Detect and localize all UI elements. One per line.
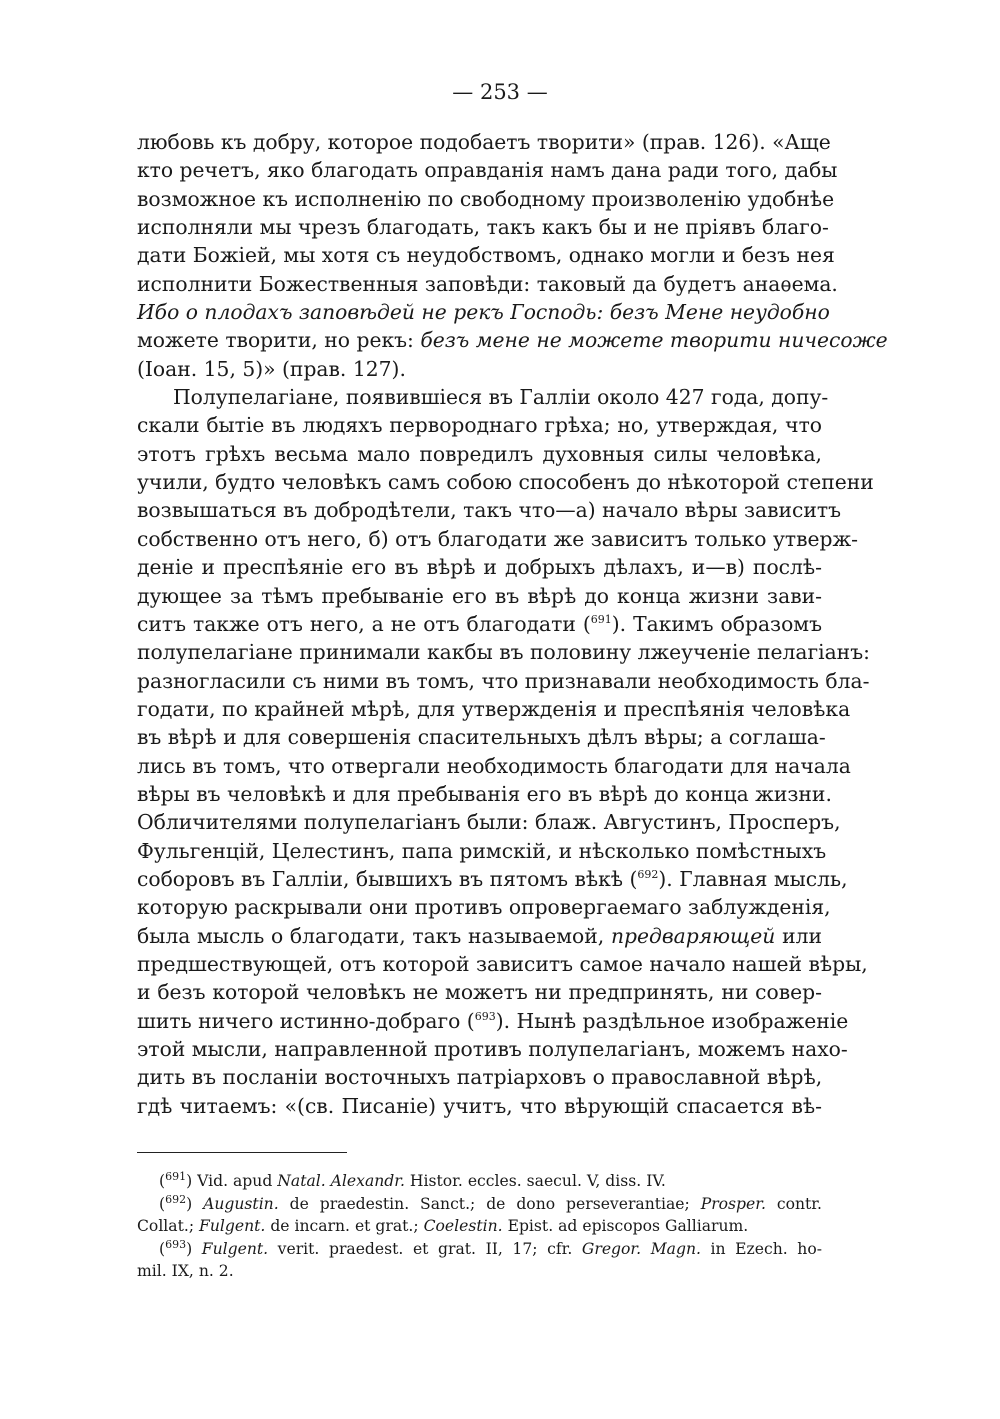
text-span: была мысль о благодати, такъ называемой, <box>137 923 611 948</box>
text-line <box>137 1007 849 1035</box>
text-line: и безъ которой человѣкъ не можетъ ни предпринять, ни совер- <box>137 980 822 1005</box>
text-span: Epist. ad episcopos Galliarum. <box>502 1217 749 1235</box>
text-line: дати Божіей, мы хотя съ неудобствомъ, однако могли и безъ нея <box>137 243 835 268</box>
text-span: Histor. eccles. saecul. V, diss. IV. <box>404 1172 666 1190</box>
text-line: исполнити Божественныя заповѣди: таковый да будетъ анаѳема. <box>137 271 838 296</box>
text-span: шить ничего истинно-добраго ( <box>137 1008 475 1033</box>
text-line: деніе и преспѣяніе его въ вѣрѣ и добрыхъ дѣлахъ, и—в) послѣ- <box>137 555 822 580</box>
italic-text: предваряющей <box>610 923 776 948</box>
text-line: годати, по крайней мѣрѣ, для утвержденія и преспѣянія человѣка <box>137 696 851 721</box>
footnote-number: 691 <box>165 1169 187 1183</box>
italic-text: Fulgent. <box>199 1217 266 1235</box>
text-line: кто речетъ, яко благодать оправданія намъ дана ради того, дабы <box>137 158 838 183</box>
text-span: ситъ также отъ него, а не отъ благодати ( <box>137 611 591 636</box>
footnote-691: ($^{691}$) Vid. apud Natal. Alexandr. Histor. eccles. saecul. V, diss. IV. <box>159 1169 666 1190</box>
text-line: возвышаться въ добродѣтели, такъ что—а) начало вѣры зависитъ <box>137 498 842 523</box>
text-span: de praedestin. Sanct.; de dono perseverantiae; <box>278 1194 701 1213</box>
footnote-ref[interactable]: 693 <box>474 1009 496 1023</box>
text-span: ) Vid. apud <box>186 1172 278 1190</box>
footnotes <box>137 1170 822 1283</box>
text-line: учили, будто человѣкъ самъ собою способенъ до нѣкоторой степени <box>137 470 874 495</box>
footnote-693: ($^{693}$) Fulgent. verit. praedest. et grat. II, 17; cfr. Gregor. Magn. in Ezech. ho- <box>159 1237 822 1258</box>
text-line <box>137 865 848 893</box>
text-span: verit. praedest. et grat. II, 17; cfr. <box>268 1239 582 1258</box>
italic-text: Ибо о плодахъ заповѣдей не рекъ Господь: безъ Мене неудобно <box>137 300 830 325</box>
text-line: вѣры въ человѣкѣ и для пребыванія его въ вѣрѣ до конца жизни. <box>137 781 832 806</box>
text-line: исполняли мы чрезъ благодать, такъ какъ бы и не пріявъ благо- <box>137 215 829 240</box>
text-span: de incarn. et grat.; <box>265 1217 424 1235</box>
text-line <box>137 610 822 638</box>
text-line: дующее за тѣмъ пребываніе его въ вѣрѣ до конца жизни зави- <box>137 583 822 608</box>
text-line <box>137 922 822 950</box>
text-line: Фульгенцій, Целестинъ, папа римскій, и нѣсколько помѣстныхъ <box>137 838 827 863</box>
text-span: ). Такимъ образомъ <box>611 611 822 636</box>
text-line: лись въ томъ, что отвергали необходимость благодати для начала <box>137 753 851 778</box>
italic-text: безъ мене не можете творити ничесоже <box>420 328 888 353</box>
text-line: предшествующей, отъ которой зависитъ самое начало нашей вѣры, <box>137 951 868 976</box>
italic-text: Augustin. <box>203 1194 279 1213</box>
text-line: возможное къ исполненію по свободному произволенію удобнѣе <box>137 186 835 211</box>
italic-text: Coelestin. <box>423 1217 503 1235</box>
footnote-number: 693 <box>165 1237 187 1251</box>
page-number: — 253 — <box>452 80 548 104</box>
text-span: Collat.; <box>137 1217 200 1235</box>
text-line <box>137 326 888 354</box>
body-text <box>137 128 888 1120</box>
footnote-number: 692 <box>165 1192 187 1206</box>
text-line: которую раскрывали они противъ опровергаемаго заблужденія, <box>137 895 831 920</box>
text-line: дить въ посланіи восточныхъ патріарховъ о православной вѣрѣ, <box>137 1065 823 1090</box>
italic-text: Gregor. Magn. <box>581 1239 701 1258</box>
italic-text: Fulgent. <box>201 1239 269 1258</box>
text-line: гдѣ читаемъ: «(св. Писаніе) учитъ, что вѣрующій спасается вѣ- <box>137 1093 822 1118</box>
text-span: можете творити, но рекъ: <box>137 328 421 353</box>
text-line: полупелагіане принимали какбы въ половину лжеученіе пелагіанъ: <box>137 640 870 665</box>
text-line: любовь къ добру, которое подобаетъ творити» (прав. 126). «Аще <box>137 130 831 154</box>
text-line: скали бытіе въ людяхъ первороднаго грѣха; но, утверждая, что <box>137 413 822 438</box>
text-span: соборовъ въ Галліи, бывшихъ въ пятомъ вѣкѣ ( <box>137 866 638 891</box>
footnote-692: ($^{692}$) Augustin. de praedestin. Sanct.; de dono perseverantiae; Prosper. contr. <box>159 1192 822 1213</box>
footnote-ref[interactable]: 691 <box>590 613 612 627</box>
text-line: въ вѣрѣ и для совершенія спасительныхъ дѣлъ вѣры; а соглаша- <box>137 725 826 750</box>
text-line: Полупелагіане, появившіеся въ Галліи около 427 года, допу- <box>173 385 829 410</box>
text-span: или <box>775 923 822 948</box>
footnote-divider <box>137 1152 347 1153</box>
italic-text: Natal. Alexandr. <box>277 1172 405 1190</box>
text-line: собственно отъ него, б) отъ благодати же зависитъ только утверж- <box>137 526 859 551</box>
text-line: разногласили съ ними въ томъ, что признавали необходимость бла- <box>137 668 870 693</box>
footnote-ref[interactable]: 692 <box>637 868 659 882</box>
text-line: этотъ грѣхъ весьма мало повредилъ духовныя силы человѣка, <box>137 441 822 466</box>
footnote-693-cont: mil. IX, n. 2. <box>137 1262 234 1280</box>
text-span: in Ezech. ho- <box>700 1239 822 1258</box>
text-line: Обличителями полупелагіанъ были: блаж. Августинъ, Просперъ, <box>137 810 841 835</box>
text-span: ). Нынѣ раздѣльное изображеніе <box>495 1008 849 1033</box>
italic-text: Prosper. <box>700 1194 766 1213</box>
text-line: (Іоан. 15, 5)» (прав. 127). <box>137 356 406 381</box>
footnote-692-cont <box>137 1215 822 1238</box>
text-line-italic <box>137 298 830 326</box>
text-line: этой мысли, направленной противъ полупелагіанъ, можемъ нахо- <box>137 1037 848 1061</box>
text-span: contr. <box>765 1194 822 1213</box>
text-span: ). Главная мысль, <box>658 866 848 891</box>
